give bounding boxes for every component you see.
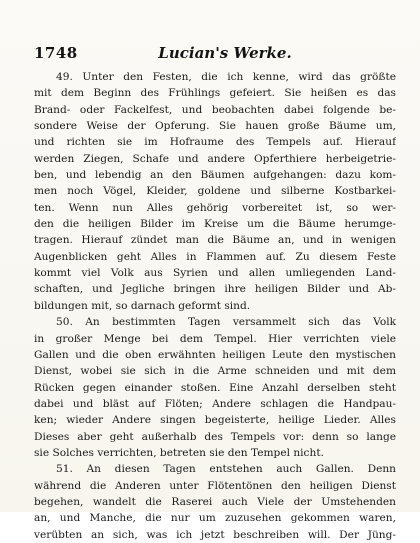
text-line: ten. Wenn nun Alles gehörig vorbereitet ist, so wer- [34, 201, 396, 214]
text-line: 49. Unter den Festen, die ich kenne, wird das größte [56, 71, 396, 83]
text-line: mit dem Beginn des Frühlings gefeiert. Sie heißen es das [34, 87, 396, 100]
text-line: bildungen mit, so darnach geformt sind. [34, 299, 251, 312]
text-line: Dienst, wobei sie sich in die Arme schneiden und mit dem [34, 365, 396, 378]
text-line: ben, und lebendig an den Bäumen aufgehangen: dazu kom- [34, 169, 396, 182]
text-line: ken; wieder Andere singen begeisterte, heilige Lieder. Alles [34, 414, 396, 427]
text-line: während die Anderen unter Flötentönen den heiligen Dienst [34, 479, 396, 492]
text-line: men noch Vögel, Kleider, goldene und silberne Kostbarkei- [34, 185, 396, 198]
text-body [34, 69, 396, 543]
text-line: Gallen und die oben erwähnten heiligen Leute den mystischen [34, 348, 396, 361]
text-line: Augenblicken geht Alles in Flammen auf. Zu diesem Feste [34, 250, 396, 263]
text-line: verübten an sich, was ich jetzt beschreiben will. Der Jüng- [34, 528, 396, 541]
text-line: werden Ziegen, Schafe und andere Opferthiere herbeigetrie- [34, 152, 396, 165]
text-line: schaften, und Jegliche bringen ihre heiligen Bilder und Ab- [34, 283, 396, 296]
page-header [34, 44, 396, 64]
text-line: Dieses aber geht außerhalb des Tempels vor: denn so lange [34, 430, 396, 443]
text-line: kommt viel Volk aus Syrien und allen umliegenden Land- [34, 267, 396, 280]
text-line: sondere Weise der Opferung. Sie hauen große Bäume um, [34, 120, 396, 133]
running-title: Lucian's Werke. [158, 44, 292, 62]
text-line: den die heiligen Bilder im Kreise um die Bäume herumge- [34, 218, 396, 231]
page-number: 1748 [34, 44, 78, 62]
text-line: Brand- oder Fackelfest, und beobachten dabei folgende be- [34, 103, 396, 116]
text-line: 50. An bestimmten Tagen versammelt sich das Volk [56, 316, 396, 329]
text-line: und richten sie im Hofraume des Tempels auf. Hierauf [34, 136, 396, 149]
text-line: tragen. Hierauf zündet man die Bäume an, und in wenigen [34, 234, 396, 247]
text-line: begehen, wandelt die Raserei auch Viele der Umstehenden [34, 495, 396, 508]
text-line: sie Solches verrichten, betreten sie den Tempel nicht. [34, 446, 324, 459]
text-line: in großer Menge bei dem Tempel. Hier verrichten viele [34, 332, 396, 345]
text-line: 51. An diesen Tagen entstehen auch Gallen. Denn [56, 463, 396, 476]
text-line: dabei und bläst auf Flöten; Andere schlagen die Handpau- [34, 397, 396, 410]
text-line: Rücken gegen einander stoßen. Eine Anzahl derselben steht [34, 381, 396, 394]
text-line: an, und Manche, die nur um zuzusehen gekommen waren, [34, 512, 396, 525]
